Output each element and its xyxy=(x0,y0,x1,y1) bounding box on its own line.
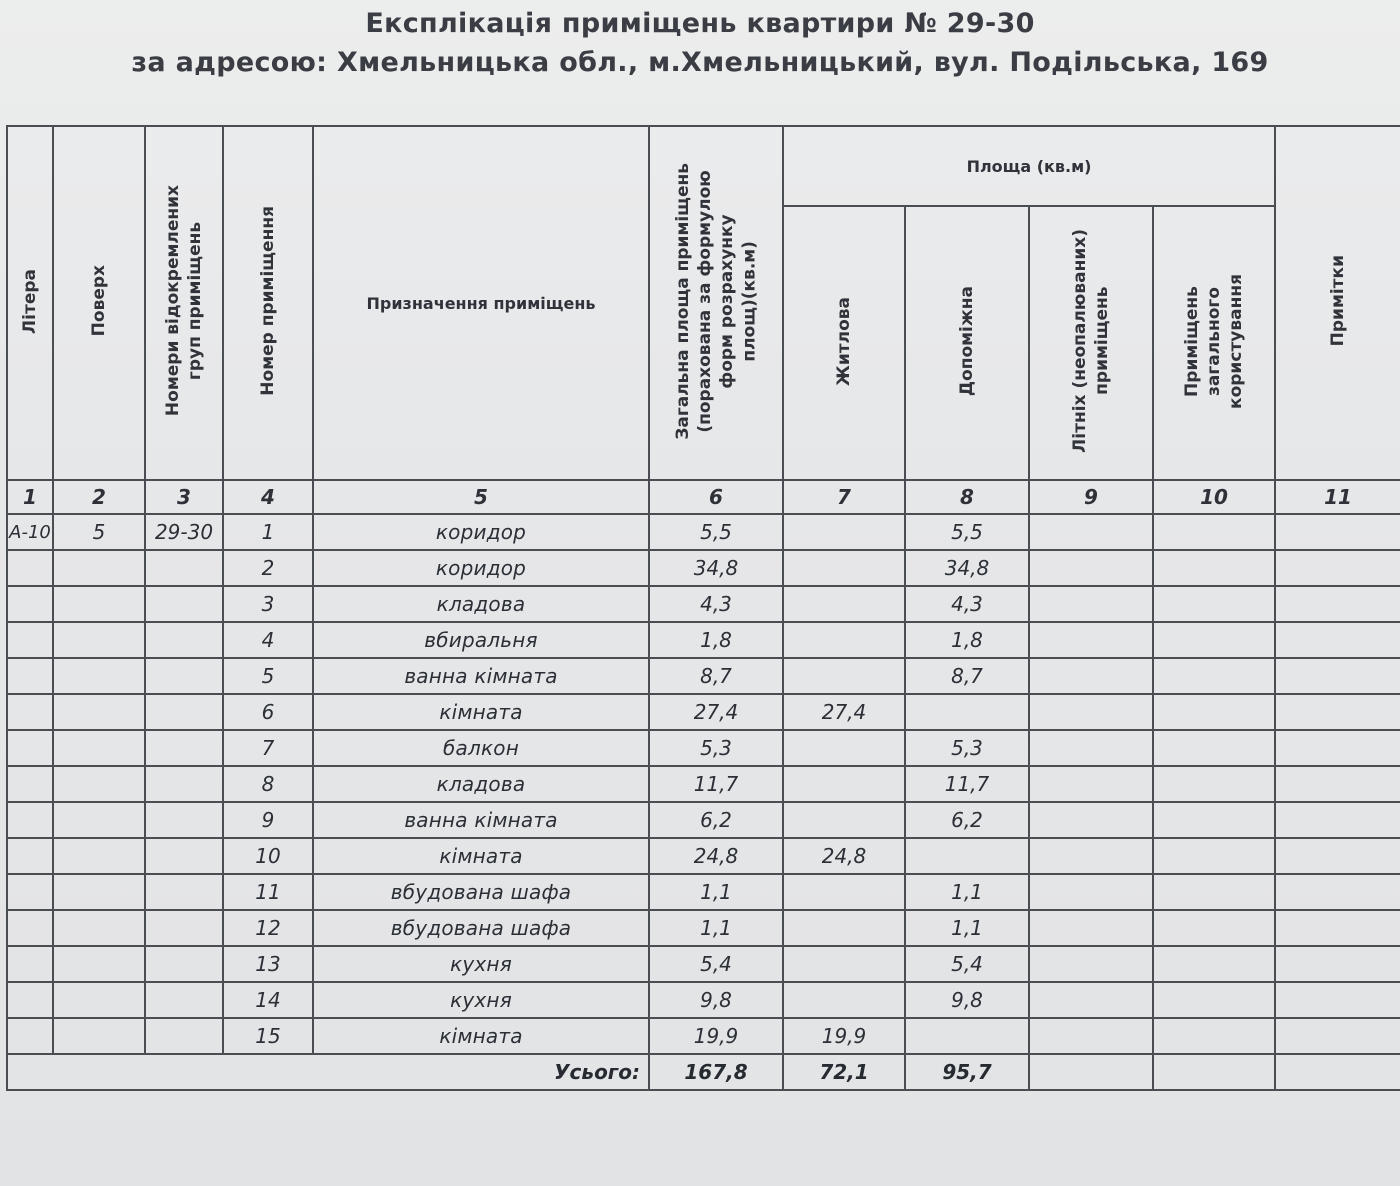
cell-living-area xyxy=(783,910,905,946)
cell-living-area xyxy=(783,550,905,586)
cell-living-area xyxy=(783,658,905,694)
cell-floor xyxy=(53,730,145,766)
cell-floor xyxy=(53,694,145,730)
column-number: 2 xyxy=(53,480,145,514)
cell-auxiliary-area xyxy=(905,838,1029,874)
column-number: 10 xyxy=(1153,480,1275,514)
cell-summer-area xyxy=(1029,802,1153,838)
cell-living-area: 19,9 xyxy=(783,1018,905,1054)
header-floor: Поверх xyxy=(53,126,145,480)
header-purpose: Призначення приміщень xyxy=(313,126,649,480)
cell-living-area: 27,4 xyxy=(783,694,905,730)
cell-living-area xyxy=(783,514,905,550)
cell-living-area xyxy=(783,802,905,838)
cell-room-purpose: балкон xyxy=(313,730,649,766)
cell-auxiliary-area: 5,4 xyxy=(905,946,1029,982)
cell-room-number: 15 xyxy=(223,1018,313,1054)
cell-common-area xyxy=(1153,910,1275,946)
cell-living-area xyxy=(783,874,905,910)
header-living: Житлова xyxy=(783,206,905,480)
cell-common-area xyxy=(1153,658,1275,694)
cell-floor xyxy=(53,658,145,694)
table-row xyxy=(7,730,1400,766)
table-row xyxy=(7,586,1400,622)
cell-auxiliary-area: 6,2 xyxy=(905,802,1029,838)
cell-common-area xyxy=(1153,982,1275,1018)
header-summer: Літніх (неопалюваних) приміщень xyxy=(1029,206,1153,480)
cell-common-area xyxy=(1153,946,1275,982)
cell-litera xyxy=(7,730,53,766)
cell-group xyxy=(145,586,223,622)
cell-floor xyxy=(53,586,145,622)
cell-notes xyxy=(1275,514,1400,550)
cell-summer-area xyxy=(1029,910,1153,946)
column-number: 6 xyxy=(649,480,783,514)
cell-room-number: 10 xyxy=(223,838,313,874)
cell-room-purpose: вбудована шафа xyxy=(313,874,649,910)
cell-litera xyxy=(7,838,53,874)
cell-total-area: 1,1 xyxy=(649,910,783,946)
header-group-numbers: Номери відокремлених груп приміщень xyxy=(145,126,223,480)
header-common: Приміщень загального користування xyxy=(1153,206,1275,480)
cell-notes xyxy=(1275,946,1400,982)
cell-group xyxy=(145,838,223,874)
cell-room-purpose: ванна кімната xyxy=(313,658,649,694)
cell-floor xyxy=(53,982,145,1018)
cell-summer-area xyxy=(1029,730,1153,766)
cell-group xyxy=(145,694,223,730)
cell-summer-area xyxy=(1029,874,1153,910)
cell-total-area: 27,4 xyxy=(649,694,783,730)
cell-litera xyxy=(7,622,53,658)
column-number: 5 xyxy=(313,480,649,514)
table-row xyxy=(7,514,1400,550)
cell-room-purpose: кімната xyxy=(313,1018,649,1054)
cell-room-purpose: кімната xyxy=(313,694,649,730)
cell-summer-area xyxy=(1029,550,1153,586)
cell-room-purpose: кухня xyxy=(313,982,649,1018)
cell-total-area: 4,3 xyxy=(649,586,783,622)
column-number: 8 xyxy=(905,480,1029,514)
totals-notes xyxy=(1275,1054,1400,1090)
cell-group xyxy=(145,910,223,946)
cell-summer-area xyxy=(1029,838,1153,874)
cell-auxiliary-area xyxy=(905,694,1029,730)
column-number: 1 xyxy=(7,480,53,514)
cell-auxiliary-area: 5,3 xyxy=(905,730,1029,766)
cell-auxiliary-area: 11,7 xyxy=(905,766,1029,802)
cell-floor xyxy=(53,622,145,658)
cell-group xyxy=(145,550,223,586)
cell-litera xyxy=(7,946,53,982)
cell-total-area: 5,5 xyxy=(649,514,783,550)
table-row xyxy=(7,874,1400,910)
cell-total-area: 9,8 xyxy=(649,982,783,1018)
cell-auxiliary-area: 1,1 xyxy=(905,874,1029,910)
cell-common-area xyxy=(1153,802,1275,838)
document-address: за адресою: Хмельницька обл., м.Хмельницький, вул. Подільська, 169 xyxy=(131,47,1269,78)
cell-auxiliary-area: 4,3 xyxy=(905,586,1029,622)
cell-living-area xyxy=(783,730,905,766)
cell-floor xyxy=(53,874,145,910)
cell-common-area xyxy=(1153,622,1275,658)
cell-summer-area xyxy=(1029,622,1153,658)
table-row xyxy=(7,910,1400,946)
cell-group xyxy=(145,946,223,982)
cell-notes xyxy=(1275,838,1400,874)
cell-summer-area xyxy=(1029,766,1153,802)
cell-notes xyxy=(1275,658,1400,694)
cell-room-purpose: вбудована шафа xyxy=(313,910,649,946)
totals-label: Усього: xyxy=(313,1054,649,1090)
table-row xyxy=(7,802,1400,838)
cell-litera xyxy=(7,874,53,910)
cell-notes xyxy=(1275,622,1400,658)
cell-litera xyxy=(7,586,53,622)
header-total-area: Загальна площа приміщень (порахована за формулою форм розрахунку площ)(кв.м) xyxy=(649,126,783,480)
cell-litera xyxy=(7,658,53,694)
cell-auxiliary-area: 8,7 xyxy=(905,658,1029,694)
cell-litera xyxy=(7,802,53,838)
cell-common-area xyxy=(1153,550,1275,586)
cell-notes xyxy=(1275,910,1400,946)
cell-common-area xyxy=(1153,730,1275,766)
cell-common-area xyxy=(1153,874,1275,910)
cell-room-number: 12 xyxy=(223,910,313,946)
column-number-row xyxy=(7,480,1400,514)
cell-notes xyxy=(1275,982,1400,1018)
cell-room-number: 5 xyxy=(223,658,313,694)
cell-room-purpose: вбиральня xyxy=(313,622,649,658)
table-row xyxy=(7,550,1400,586)
cell-room-number: 3 xyxy=(223,586,313,622)
header-auxiliary: Допоміжна xyxy=(905,206,1029,480)
cell-room-purpose: коридор xyxy=(313,550,649,586)
table-row xyxy=(7,1018,1400,1054)
cell-total-area: 8,7 xyxy=(649,658,783,694)
table-row xyxy=(7,946,1400,982)
cell-litera: А-10 xyxy=(7,514,53,550)
cell-group: 29-30 xyxy=(145,514,223,550)
cell-notes xyxy=(1275,874,1400,910)
cell-floor xyxy=(53,766,145,802)
table-row xyxy=(7,622,1400,658)
cell-common-area xyxy=(1153,586,1275,622)
cell-notes xyxy=(1275,586,1400,622)
cell-room-purpose: коридор xyxy=(313,514,649,550)
cell-common-area xyxy=(1153,1018,1275,1054)
table-row xyxy=(7,982,1400,1018)
table-row xyxy=(7,766,1400,802)
cell-summer-area xyxy=(1029,514,1153,550)
cell-notes xyxy=(1275,1018,1400,1054)
totals-total-area: 167,8 xyxy=(649,1054,783,1090)
header-area-group: Площа (кв.м) xyxy=(783,126,1275,206)
cell-floor xyxy=(53,550,145,586)
totals-row xyxy=(7,1054,1400,1090)
cell-litera xyxy=(7,910,53,946)
cell-room-number: 13 xyxy=(223,946,313,982)
cell-notes xyxy=(1275,550,1400,586)
cell-litera xyxy=(7,766,53,802)
cell-summer-area xyxy=(1029,586,1153,622)
totals-summer-area xyxy=(1029,1054,1153,1090)
totals-common-area xyxy=(1153,1054,1275,1090)
cell-room-purpose: кладова xyxy=(313,586,649,622)
cell-room-purpose: кладова xyxy=(313,766,649,802)
table-row xyxy=(7,658,1400,694)
cell-litera xyxy=(7,1018,53,1054)
cell-auxiliary-area: 9,8 xyxy=(905,982,1029,1018)
cell-floor: 5 xyxy=(53,514,145,550)
totals-auxiliary-area: 95,7 xyxy=(905,1054,1029,1090)
cell-living-area xyxy=(783,946,905,982)
totals-living-area: 72,1 xyxy=(783,1054,905,1090)
cell-summer-area xyxy=(1029,982,1153,1018)
cell-living-area xyxy=(783,622,905,658)
cell-room-number: 6 xyxy=(223,694,313,730)
column-number: 9 xyxy=(1029,480,1153,514)
document-title: Експлікація приміщень квартири № 29-30 xyxy=(365,8,1035,39)
column-number: 11 xyxy=(1275,480,1400,514)
cell-total-area: 5,4 xyxy=(649,946,783,982)
cell-floor xyxy=(53,1018,145,1054)
cell-room-number: 8 xyxy=(223,766,313,802)
cell-group xyxy=(145,802,223,838)
cell-summer-area xyxy=(1029,694,1153,730)
cell-common-area xyxy=(1153,514,1275,550)
header-litera: Літера xyxy=(7,126,53,480)
cell-floor xyxy=(53,910,145,946)
cell-living-area xyxy=(783,766,905,802)
cell-total-area: 1,1 xyxy=(649,874,783,910)
cell-group xyxy=(145,874,223,910)
cell-litera xyxy=(7,550,53,586)
cell-group xyxy=(145,1018,223,1054)
column-number: 3 xyxy=(145,480,223,514)
cell-total-area: 19,9 xyxy=(649,1018,783,1054)
cell-floor xyxy=(53,946,145,982)
cell-auxiliary-area: 34,8 xyxy=(905,550,1029,586)
explication-table xyxy=(6,125,1400,1091)
cell-total-area: 5,3 xyxy=(649,730,783,766)
column-number: 7 xyxy=(783,480,905,514)
cell-room-number: 14 xyxy=(223,982,313,1018)
cell-room-purpose: ванна кімната xyxy=(313,802,649,838)
column-number: 4 xyxy=(223,480,313,514)
cell-common-area xyxy=(1153,694,1275,730)
cell-total-area: 6,2 xyxy=(649,802,783,838)
cell-room-number: 1 xyxy=(223,514,313,550)
cell-notes xyxy=(1275,694,1400,730)
cell-floor xyxy=(53,802,145,838)
totals-blank xyxy=(7,1054,313,1090)
cell-group xyxy=(145,766,223,802)
cell-total-area: 1,8 xyxy=(649,622,783,658)
cell-room-number: 2 xyxy=(223,550,313,586)
cell-room-number: 7 xyxy=(223,730,313,766)
cell-auxiliary-area xyxy=(905,1018,1029,1054)
cell-common-area xyxy=(1153,766,1275,802)
cell-summer-area xyxy=(1029,1018,1153,1054)
cell-living-area xyxy=(783,982,905,1018)
cell-living-area xyxy=(783,586,905,622)
header-notes: Примітки xyxy=(1275,126,1400,480)
cell-group xyxy=(145,982,223,1018)
cell-room-number: 9 xyxy=(223,802,313,838)
cell-group xyxy=(145,622,223,658)
cell-total-area: 34,8 xyxy=(649,550,783,586)
cell-summer-area xyxy=(1029,946,1153,982)
cell-floor xyxy=(53,838,145,874)
cell-litera xyxy=(7,694,53,730)
table-row xyxy=(7,694,1400,730)
cell-notes xyxy=(1275,802,1400,838)
cell-total-area: 11,7 xyxy=(649,766,783,802)
header-room-number: Номер приміщення xyxy=(223,126,313,480)
cell-room-number: 4 xyxy=(223,622,313,658)
cell-auxiliary-area: 1,1 xyxy=(905,910,1029,946)
cell-litera xyxy=(7,982,53,1018)
cell-room-purpose: кухня xyxy=(313,946,649,982)
cell-notes xyxy=(1275,766,1400,802)
cell-group xyxy=(145,658,223,694)
cell-group xyxy=(145,730,223,766)
cell-notes xyxy=(1275,730,1400,766)
cell-room-number: 11 xyxy=(223,874,313,910)
cell-common-area xyxy=(1153,838,1275,874)
cell-auxiliary-area: 5,5 xyxy=(905,514,1029,550)
cell-summer-area xyxy=(1029,658,1153,694)
cell-living-area: 24,8 xyxy=(783,838,905,874)
cell-total-area: 24,8 xyxy=(649,838,783,874)
table-row xyxy=(7,838,1400,874)
cell-room-purpose: кімната xyxy=(313,838,649,874)
cell-auxiliary-area: 1,8 xyxy=(905,622,1029,658)
